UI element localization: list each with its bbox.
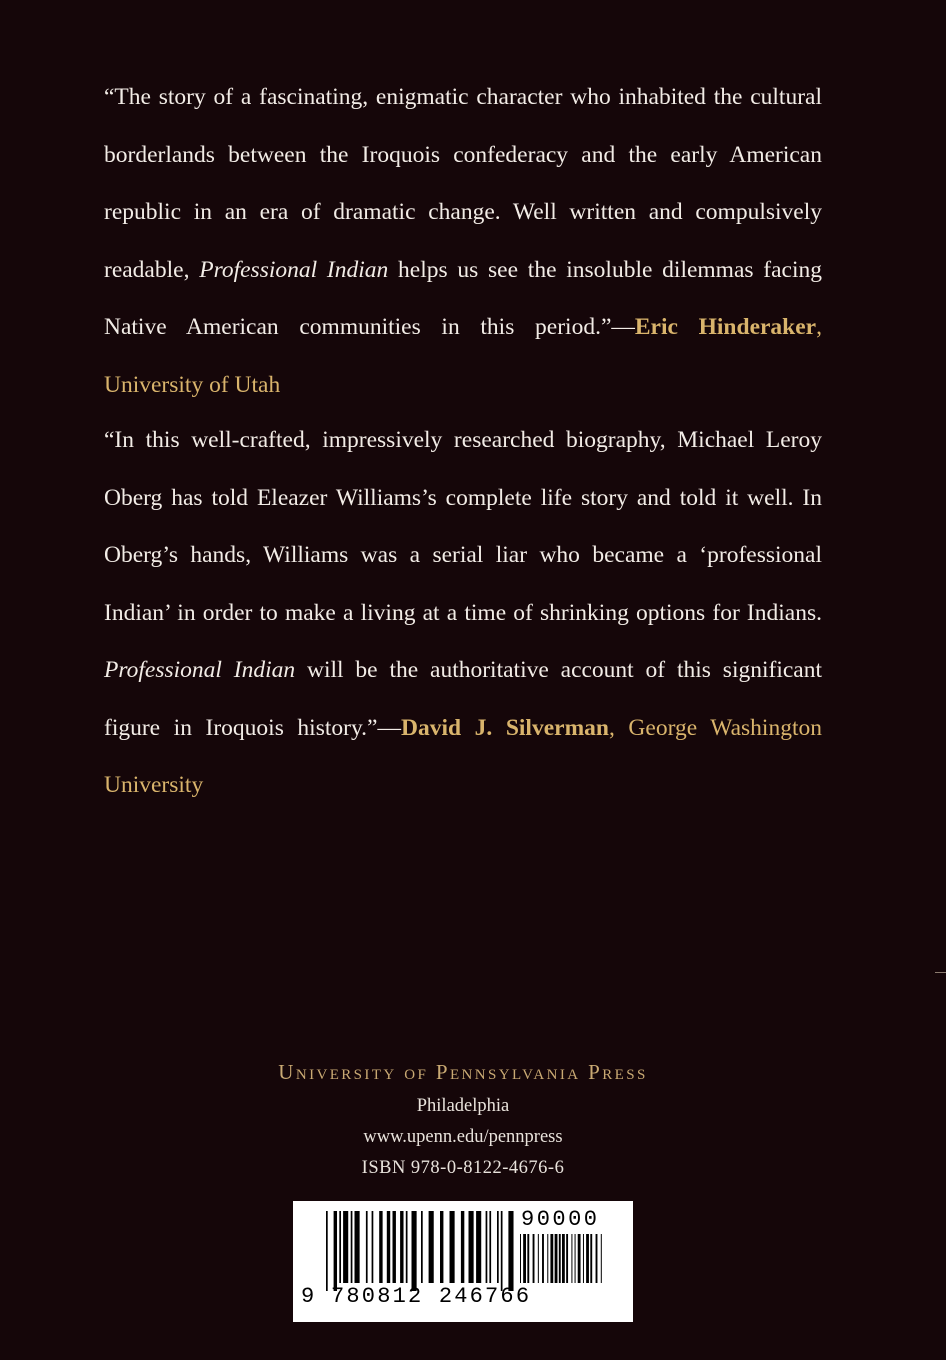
book-title-italic: Professional Indian xyxy=(199,256,389,283)
endorsement-quote xyxy=(104,412,822,815)
endorser-affiliation: , University of Utah xyxy=(104,314,822,398)
quote-text: helps us see the insoluble dilemmas facing Native American communities in this period.”— xyxy=(104,256,823,340)
barcode-bar xyxy=(583,1234,584,1283)
barcode-bar xyxy=(412,1211,417,1291)
barcode-bar xyxy=(527,1234,529,1283)
barcode-bar xyxy=(601,1234,602,1283)
barcode-bar xyxy=(421,1211,423,1283)
barcode-bar xyxy=(476,1211,481,1283)
barcode-main-digits: 780812 246766 xyxy=(331,1284,532,1309)
barcode-bar xyxy=(393,1211,396,1283)
barcode-bar xyxy=(379,1211,382,1283)
quote-text: “The story of a fascinating, enigmatic character who inhabited the cultural borderlands between the Iroquois confederacy and the early American republic in an era of dramatic change. Well written and compulsively readable, xyxy=(104,84,822,283)
barcode-bar xyxy=(596,1234,598,1283)
book-title-italic: Professional Indian xyxy=(104,657,296,683)
barcode-addon-bars xyxy=(520,1234,605,1291)
barcode-bar xyxy=(489,1211,491,1283)
barcode-bar xyxy=(326,1211,328,1291)
spine-tick-mark xyxy=(935,972,946,973)
barcode-bar xyxy=(566,1234,568,1283)
barcode-bar xyxy=(547,1234,548,1283)
endorsement-quote xyxy=(104,69,822,414)
barcode-bar xyxy=(559,1234,561,1283)
barcode-bar xyxy=(351,1211,353,1283)
barcode-bar xyxy=(387,1211,390,1283)
barcode-bar xyxy=(590,1234,592,1283)
endorser-name: Eric Hinderaker xyxy=(634,314,817,340)
barcode-main-bars xyxy=(326,1211,516,1291)
barcode-bar xyxy=(542,1234,544,1283)
barcode-first-digit: 9 xyxy=(301,1284,315,1309)
barcode-bar xyxy=(523,1234,526,1283)
barcode-bar xyxy=(366,1211,368,1283)
barcode-bar xyxy=(343,1211,348,1283)
barcode-bar xyxy=(586,1234,589,1283)
barcode-bar xyxy=(339,1211,341,1283)
barcode-bar xyxy=(461,1211,464,1283)
barcode-bar xyxy=(372,1211,374,1283)
barcode-bar xyxy=(429,1211,434,1283)
barcode-bar xyxy=(406,1211,408,1283)
barcode-bar xyxy=(575,1234,576,1283)
barcode-bar xyxy=(550,1234,553,1283)
barcode-bar xyxy=(334,1211,337,1291)
barcode-bar xyxy=(533,1234,535,1283)
barcode-bar xyxy=(469,1211,474,1283)
publisher-city: Philadelphia xyxy=(416,1096,510,1116)
barcode-bar xyxy=(538,1234,539,1283)
barcode-bar xyxy=(400,1211,403,1283)
barcode-bar xyxy=(508,1211,513,1291)
barcode-bar xyxy=(520,1234,521,1283)
publisher-name: University of Pennsylvania Press xyxy=(278,1060,648,1084)
barcode-bar xyxy=(450,1211,455,1283)
quote-text: will be the authoritative account of this significant figure in Iroquois history.”— xyxy=(104,657,822,741)
barcode-bar xyxy=(571,1234,572,1283)
barcode-addon-digits: 90000 xyxy=(521,1207,600,1232)
barcode-bar xyxy=(440,1211,443,1283)
barcode-bar xyxy=(555,1234,558,1283)
barcode-bar xyxy=(497,1211,499,1283)
barcode-bar xyxy=(486,1211,488,1283)
isbn-barcode xyxy=(293,1201,633,1322)
publisher-url: www.upenn.edu/pennpress xyxy=(363,1127,563,1147)
barcode-bar xyxy=(501,1211,503,1291)
barcode-bar xyxy=(562,1234,565,1283)
barcode-bar xyxy=(355,1211,360,1283)
isbn-number: ISBN 978-0-8122-4676-6 xyxy=(361,1158,565,1178)
endorser-affiliation: , George Washington University xyxy=(104,714,822,798)
endorser-name: David J. Silverman xyxy=(401,714,609,741)
barcode-bar xyxy=(578,1234,581,1283)
quote-text: “In this well-crafted, impressively researched biography, Michael Leroy Oberg has told Eleazer Williams’s complete life story and told it well. In Oberg’s hands, Williams was a serial liar who became a ‘professional Indian’ in order to make a living at a time of shrinking options for Indians. xyxy=(104,427,822,626)
